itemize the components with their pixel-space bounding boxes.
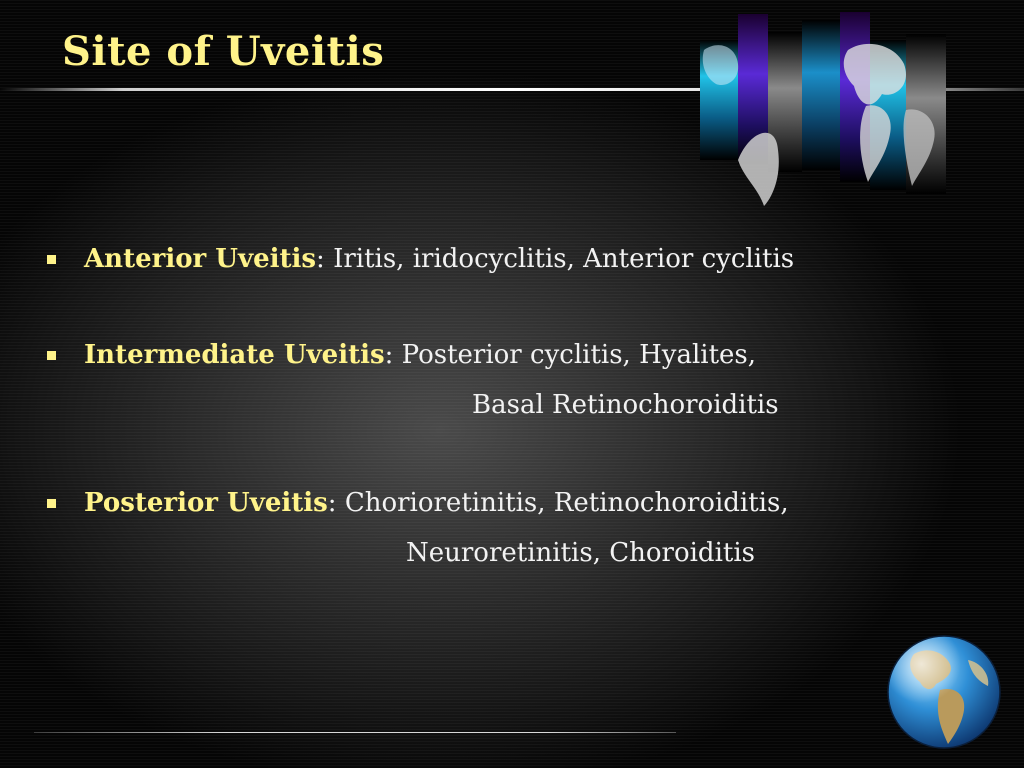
term-anterior-uveitis: Anterior Uveitis xyxy=(84,244,317,274)
term-separator: : xyxy=(384,340,402,370)
description-intermediate-continuation: Basal Retinochoroiditis xyxy=(472,390,779,420)
bullet-marker xyxy=(47,255,56,264)
bullet-marker xyxy=(47,499,56,508)
description-posterior-continuation: Neuroretinitis, Choroiditis xyxy=(406,538,755,568)
term-posterior-uveitis: Posterior Uveitis xyxy=(84,488,328,518)
term-separator: : xyxy=(327,488,345,518)
slide-title: Site of Uveitis xyxy=(62,28,385,75)
list-item-posterior xyxy=(84,488,789,518)
description-intermediate: Posterior cyclitis, Hyalites, xyxy=(401,340,757,370)
description-posterior: Chorioretinitis, Retinochoroiditis, xyxy=(344,488,789,518)
term-intermediate-uveitis: Intermediate Uveitis xyxy=(84,340,385,370)
globe-icon xyxy=(884,632,1004,752)
description-anterior: Iritis, iridocyclitis, Anterior cyclitis xyxy=(333,244,795,274)
list-item-anterior xyxy=(84,244,794,274)
footer-divider xyxy=(34,732,676,733)
list-item-intermediate xyxy=(84,340,756,370)
term-separator: : xyxy=(316,244,334,274)
bullet-marker xyxy=(47,351,56,360)
